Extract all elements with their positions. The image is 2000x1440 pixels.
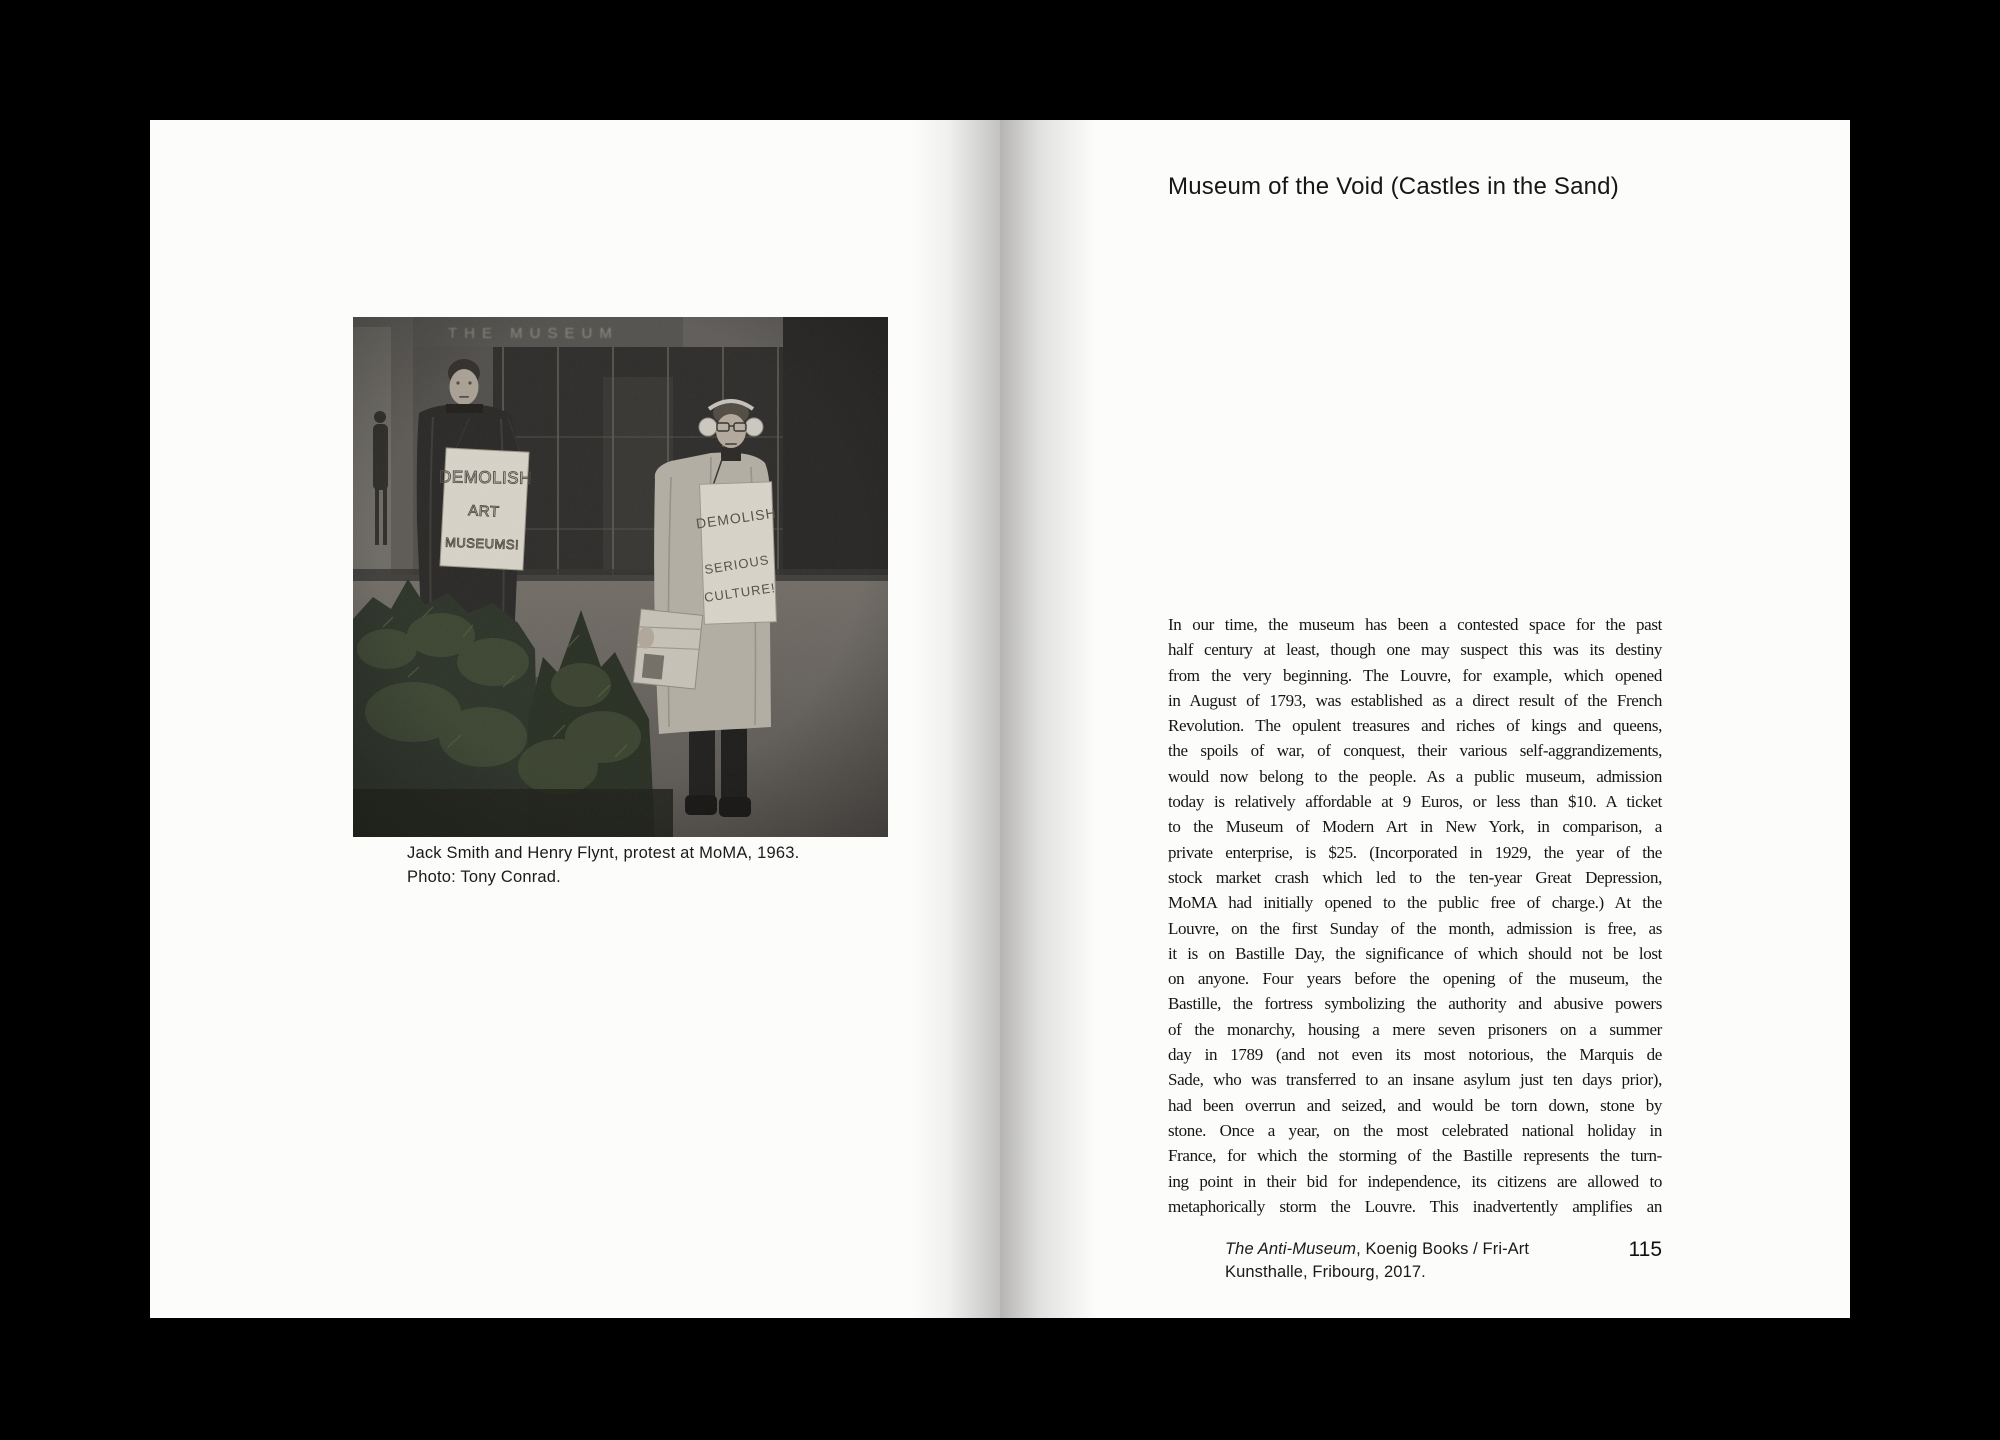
protest-photo-illustration xyxy=(353,317,888,837)
body-text-line: France, for which the storming of the Bastille represents the turn- xyxy=(1168,1146,1662,1166)
body-text-line: today is relatively affordable at 9 Euros, or less than $10. A ticket xyxy=(1168,792,1662,812)
page-number: 115 xyxy=(1628,1238,1662,1261)
body-text-line: metaphorically storm the Louvre. This inadvertently amplifies an xyxy=(1168,1196,1662,1216)
gutter-shadow-left xyxy=(912,120,1000,1318)
body-text-line: private enterprise, is $25. (Incorporated in 1929, the year of the xyxy=(1168,842,1662,862)
body-text-line: day in 1789 (and not even its most notorious, the Marquis de xyxy=(1168,1045,1662,1065)
page-footer xyxy=(1225,1238,1662,1284)
body-paragraph xyxy=(1168,612,1662,1219)
gutter-shadow-right xyxy=(1000,120,1095,1318)
body-text-line: Sade, who was transferred to an insane asylum just ten days prior), xyxy=(1168,1070,1662,1090)
open-book-spread xyxy=(150,120,1850,1318)
body-text-line: ing point in their bid for independence, its citizens are allowed to xyxy=(1168,1171,1662,1191)
body-text-line: would now belong to the people. As a public museum, admission xyxy=(1168,766,1662,786)
footer-citation-line-1 xyxy=(1225,1238,1529,1261)
body-text-line: had been overrun and seized, and would be torn down, stone by xyxy=(1168,1095,1662,1115)
body-text-line: in August of 1793, was established as a direct result of the French xyxy=(1168,690,1662,710)
footer-citation xyxy=(1225,1238,1529,1284)
chapter-title: Museum of the Void (Castles in the Sand) xyxy=(1168,173,1619,200)
body-text-line: half century at least, though one may suspect this was its destiny xyxy=(1168,640,1662,660)
body-text-line: it is on Bastille Day, the significance of which should not be lost xyxy=(1168,943,1662,963)
footer-work-title: The Anti-Museum xyxy=(1225,1240,1357,1258)
footer-citation-line-2: Kunsthalle, Fribourg, 2017. xyxy=(1225,1263,1426,1281)
footer-publisher: , Koenig Books / Fri-Art xyxy=(1356,1240,1530,1258)
body-text-line: from the very beginning. The Louvre, for example, which opened xyxy=(1168,665,1662,685)
body-text-line: In our time, the museum has been a contested space for the past xyxy=(1168,615,1662,634)
body-text-line: the spoils of war, of conquest, their various self-aggrandizements, xyxy=(1168,741,1662,761)
protest-photo xyxy=(353,317,888,837)
body-text-line: Louvre, on the first Sunday of the month, admission is free, as xyxy=(1168,918,1662,938)
body-text-line: stone. Once a year, on the most celebrated national holiday in xyxy=(1168,1120,1662,1140)
photo-caption-line-2: Photo: Tony Conrad. xyxy=(407,867,561,886)
body-text-line: Revolution. The opulent treasures and riches of kings and queens, xyxy=(1168,716,1662,736)
body-text-line: to the Museum of Modern Art in New York, in comparison, a xyxy=(1168,817,1662,837)
body-text-line: of the monarchy, housing a mere seven prisoners on a summer xyxy=(1168,1019,1662,1039)
photo-caption-line-1: Jack Smith and Henry Flynt, protest at MoMA, 1963. xyxy=(407,844,800,862)
photo-caption xyxy=(407,842,799,889)
body-text-line: MoMA had initially opened to the public free of charge.) At the xyxy=(1168,893,1662,913)
body-text-line: stock market crash which led to the ten-year Great Depression, xyxy=(1168,867,1662,887)
body-text-line: Bastille, the fortress symbolizing the authority and abusive powers xyxy=(1168,994,1662,1014)
body-text-line: on anyone. Four years before the opening of the museum, the xyxy=(1168,969,1662,989)
